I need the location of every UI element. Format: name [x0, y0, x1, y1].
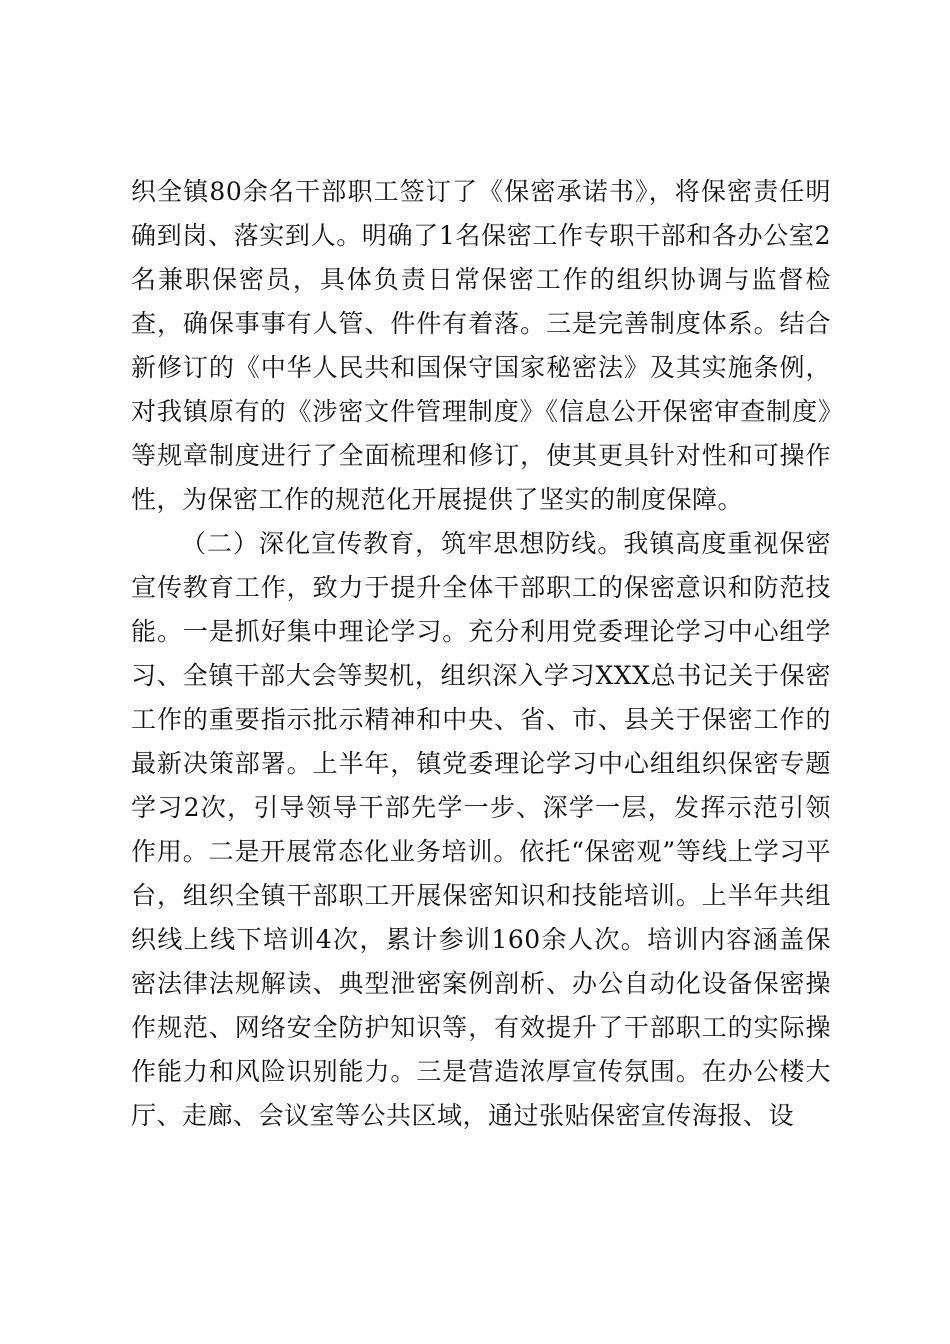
- document-body: [131, 170, 831, 1138]
- paragraph-responsibility-and-rules: 织全镇80余名干部职工签订了《保密承诺书》，将保密责任明确到岗、落实到人。明确了1名保密工作专职干部和各办公室2名兼职保密员，具体负责日常保密工作的组织协调与监督检查，确保事事有人管、件件有着落。三是完善制度体系。结合新修订的《中华人民共和国保守国家秘密法》及其实施条例，对我镇原有的《涉密文件管理制度》《信息公开保密审查制度》等规章制度进行了全面梳理和修订，使其更具针对性和可操作性，为保密工作的规范化开展提供了坚实的制度保障。: [131, 177, 831, 514]
- paragraph-publicity-education: （二）深化宣传教育，筑牢思想防线。我镇高度重视保密宣传教育工作，致力于提升全体干部职工的保密意识和防范技能。一是抓好集中理论学习。充分利用党委理论学习中心组学习、全镇干部大会等契机，组织深入学习XXX总书记关于保密工作的重要指示批示精神和中央、省、市、县关于保密工作的最新决策部署。上半年，镇党委理论学习中心组组织保密专题学习2次，引导领导干部先学一步、深学一层，发挥示范引领作用。二是开展常态化业务培训。依托“保密观”等线上学习平台，组织全镇干部职工开展保密知识和技能培训。上半年共组织线上线下培训4次，累计参训160余人次。培训内容涵盖保密法律法规解读、典型泄密案例剖析、办公自动化设备保密操作规范、网络安全防护知识等，有效提升了干部职工的实际操作能力和风险识别能力。三是营造浓厚宣传氛围。在办公楼大厅、走廊、会议室等公共区域，通过张贴保密宣传海报、设: [131, 529, 831, 1130]
